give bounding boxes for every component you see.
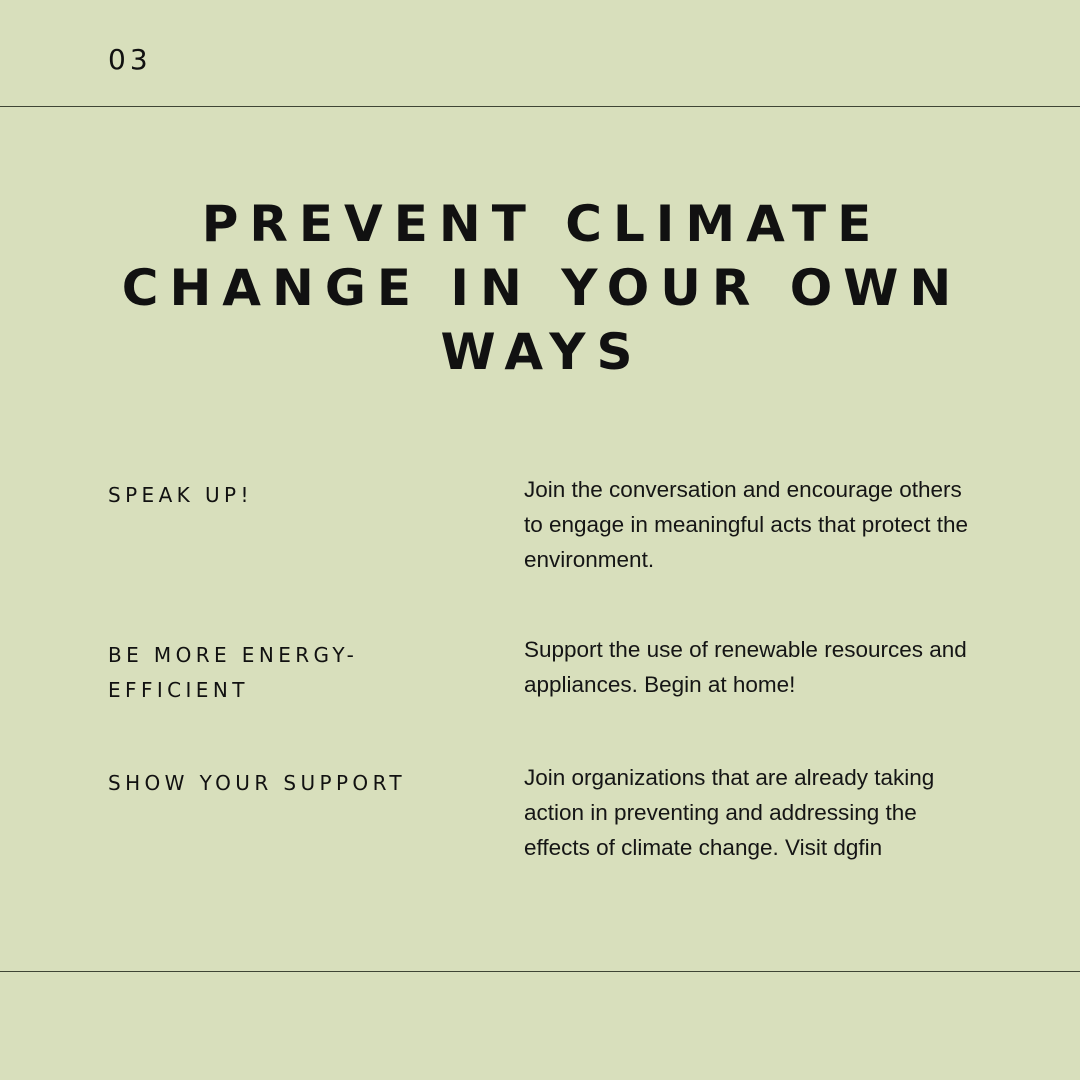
tip-description: Join organizations that are already taking action in preventing and addressing the effects of climate change. Visit dgfin xyxy=(524,765,935,860)
top-divider xyxy=(0,106,1080,107)
tip-heading: SPEAK UP! xyxy=(108,483,253,507)
tip-heading: SHOW YOUR SUPPORT xyxy=(108,771,407,795)
tip-description: Support the use of renewable resources and appliances. Begin at home! xyxy=(524,637,967,697)
bottom-divider xyxy=(0,971,1080,972)
tip-description: Join the conversation and encourage others to engage in meaningful acts that protect the environment. xyxy=(524,477,969,572)
page-number: 03 xyxy=(108,43,152,76)
headline: PREVENT CLIMATE CHANGE IN YOUR OWN WAYS xyxy=(121,195,963,381)
tip-heading: BE MORE ENERGY-EFFICIENT xyxy=(108,643,359,702)
